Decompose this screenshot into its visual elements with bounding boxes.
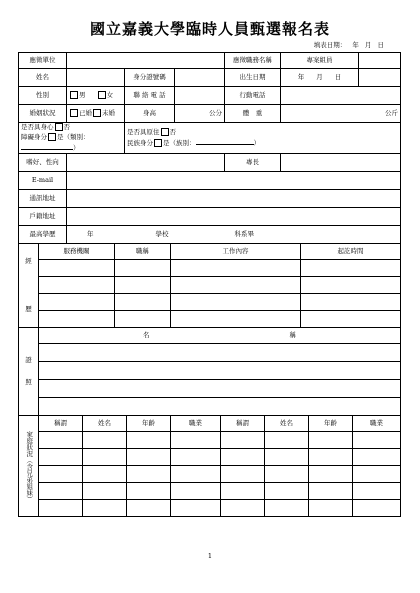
mobile-label: 行動電話 <box>225 87 281 105</box>
experience-cell[interactable] <box>39 311 115 328</box>
male-checkbox[interactable] <box>70 91 78 99</box>
gender-field: 男 女 <box>67 87 125 105</box>
birth-extra-field[interactable] <box>359 69 401 87</box>
position-label: 應徵職務名稱 <box>225 53 281 69</box>
form-title: 國立嘉義大學臨時人員甄選報名表 <box>89 20 330 38</box>
position-value[interactable]: 專案組員 <box>281 53 359 69</box>
family-cell[interactable] <box>265 432 309 449</box>
family-cell[interactable] <box>309 432 353 449</box>
family-cell[interactable] <box>353 500 401 517</box>
experience-cell[interactable] <box>301 294 401 311</box>
experience-cell[interactable] <box>301 311 401 328</box>
family-side-label: 家庭狀況（含兄弟姐妹） <box>19 416 39 517</box>
indigenous-yes-checkbox[interactable] <box>154 139 162 147</box>
experience-cell[interactable] <box>39 277 115 294</box>
family-table <box>18 415 401 517</box>
family-cell[interactable] <box>83 483 127 500</box>
household-field[interactable] <box>67 208 401 226</box>
disability-yes-checkbox[interactable] <box>48 133 56 141</box>
family-header: 職業 <box>171 416 221 432</box>
gender-label: 性別 <box>19 87 67 105</box>
family-cell[interactable] <box>83 432 127 449</box>
fill-date: 填表日期： 年 月 日 <box>313 41 384 49</box>
family-cell[interactable] <box>39 432 83 449</box>
phone-label: 聯 絡 電 話 <box>125 87 175 105</box>
id-field[interactable] <box>175 69 225 87</box>
email-field[interactable] <box>67 172 401 190</box>
family-cell[interactable] <box>171 500 221 517</box>
indigenous-tribe-field[interactable] <box>196 138 254 145</box>
education-label: 最高學歷 <box>19 226 67 244</box>
family-cell[interactable] <box>83 449 127 466</box>
family-cell[interactable] <box>221 432 265 449</box>
position-extra-field[interactable] <box>359 53 401 69</box>
family-cell[interactable] <box>39 500 83 517</box>
experience-cell[interactable] <box>301 260 401 277</box>
experience-cell[interactable] <box>301 277 401 294</box>
family-cell[interactable] <box>309 500 353 517</box>
family-cell[interactable] <box>353 449 401 466</box>
experience-cell[interactable] <box>171 277 301 294</box>
family-cell[interactable] <box>265 500 309 517</box>
family-cell[interactable] <box>353 483 401 500</box>
married-checkbox[interactable] <box>70 109 78 117</box>
experience-side-label: 經 歷 <box>19 244 39 328</box>
family-header: 姓名 <box>83 416 127 432</box>
indigenous-cell: 是否具原住 否 民族身分 是（族別： ） <box>125 123 401 154</box>
education-field[interactable]: 年 學校 科系畢 <box>67 226 401 244</box>
weight-field[interactable]: 公斤 <box>281 105 401 123</box>
experience-cell[interactable] <box>115 311 171 328</box>
birth-field[interactable]: 年 月 日 <box>281 69 359 87</box>
family-cell[interactable] <box>309 449 353 466</box>
name-field[interactable] <box>67 69 125 87</box>
unmarried-checkbox[interactable] <box>93 109 101 117</box>
family-cell[interactable] <box>127 500 171 517</box>
family-header: 稱謂 <box>221 416 265 432</box>
female-checkbox[interactable] <box>98 91 106 99</box>
address-label: 通訊地址 <box>19 190 67 208</box>
skill-field[interactable] <box>281 154 401 172</box>
family-header: 姓名 <box>265 416 309 432</box>
family-cell[interactable] <box>39 483 83 500</box>
personal-info-table <box>18 52 401 244</box>
family-cell[interactable] <box>265 449 309 466</box>
experience-header-period: 起訖時間 <box>301 244 401 260</box>
application-form <box>18 52 400 517</box>
experience-cell[interactable] <box>115 260 171 277</box>
family-cell[interactable] <box>39 466 83 483</box>
unit-label: 應徵單位 <box>19 53 67 69</box>
hobby-label: 嗜好、性向 <box>19 154 67 172</box>
height-label: 身高 <box>125 105 175 123</box>
family-cell[interactable] <box>221 449 265 466</box>
family-header: 職業 <box>353 416 401 432</box>
unit-field[interactable] <box>67 53 225 69</box>
disability-cell: 是否具身心 否 障礙身分 是（類別：） <box>19 123 125 154</box>
experience-cell[interactable] <box>115 294 171 311</box>
family-header: 年齡 <box>127 416 171 432</box>
experience-cell[interactable] <box>115 277 171 294</box>
family-cell[interactable] <box>309 466 353 483</box>
license-cell[interactable] <box>39 398 401 416</box>
family-cell[interactable] <box>353 466 401 483</box>
hobby-field[interactable] <box>67 154 225 172</box>
family-cell[interactable] <box>265 483 309 500</box>
phone-field[interactable] <box>175 87 225 105</box>
id-label: 身分證號碼 <box>125 69 175 87</box>
family-cell[interactable] <box>221 466 265 483</box>
license-header: 名 稱 <box>39 328 401 344</box>
experience-table <box>18 243 401 328</box>
family-cell[interactable] <box>83 500 127 517</box>
family-cell[interactable] <box>171 483 221 500</box>
family-cell[interactable] <box>171 449 221 466</box>
license-cell[interactable] <box>39 362 401 380</box>
license-table <box>18 327 401 416</box>
family-cell[interactable] <box>127 449 171 466</box>
disability-no-checkbox[interactable] <box>55 123 63 131</box>
license-cell[interactable] <box>39 344 401 362</box>
email-label: E-mail <box>19 172 67 190</box>
disability-type-field[interactable] <box>21 143 73 150</box>
experience-cell[interactable] <box>39 260 115 277</box>
family-cell[interactable] <box>127 466 171 483</box>
name-label: 姓名 <box>19 69 67 87</box>
weight-label: 體 重 <box>225 105 281 123</box>
household-label: 戶籍地址 <box>19 208 67 226</box>
marital-field: 已婚 未婚 <box>67 105 125 123</box>
family-header: 稱謂 <box>39 416 83 432</box>
family-cell[interactable] <box>353 432 401 449</box>
family-header: 年齡 <box>309 416 353 432</box>
family-cell[interactable] <box>127 483 171 500</box>
experience-header-content: 工作內容 <box>171 244 301 260</box>
family-cell[interactable] <box>221 500 265 517</box>
indigenous-no-checkbox[interactable] <box>161 128 169 136</box>
experience-header-org: 服務機關 <box>39 244 115 260</box>
family-cell[interactable] <box>265 466 309 483</box>
height-field[interactable]: 公分 <box>175 105 225 123</box>
family-cell[interactable] <box>171 432 221 449</box>
skill-label: 專長 <box>225 154 281 172</box>
family-cell[interactable] <box>127 432 171 449</box>
birth-label: 出生日期 <box>225 69 281 87</box>
family-cell[interactable] <box>39 449 83 466</box>
family-cell[interactable] <box>221 483 265 500</box>
page-number: 1 <box>207 552 213 560</box>
marital-label: 婚姻狀況 <box>19 105 67 123</box>
family-cell[interactable] <box>83 466 127 483</box>
address-field[interactable] <box>67 190 401 208</box>
license-cell[interactable] <box>39 380 401 398</box>
family-cell[interactable] <box>309 483 353 500</box>
mobile-field[interactable] <box>281 87 401 105</box>
experience-cell[interactable] <box>39 294 115 311</box>
experience-cell[interactable] <box>171 311 301 328</box>
experience-header-title: 職稱 <box>115 244 171 260</box>
experience-cell[interactable] <box>171 260 301 277</box>
experience-cell[interactable] <box>171 294 301 311</box>
license-side-label: 證 照 <box>19 328 39 416</box>
family-cell[interactable] <box>171 466 221 483</box>
